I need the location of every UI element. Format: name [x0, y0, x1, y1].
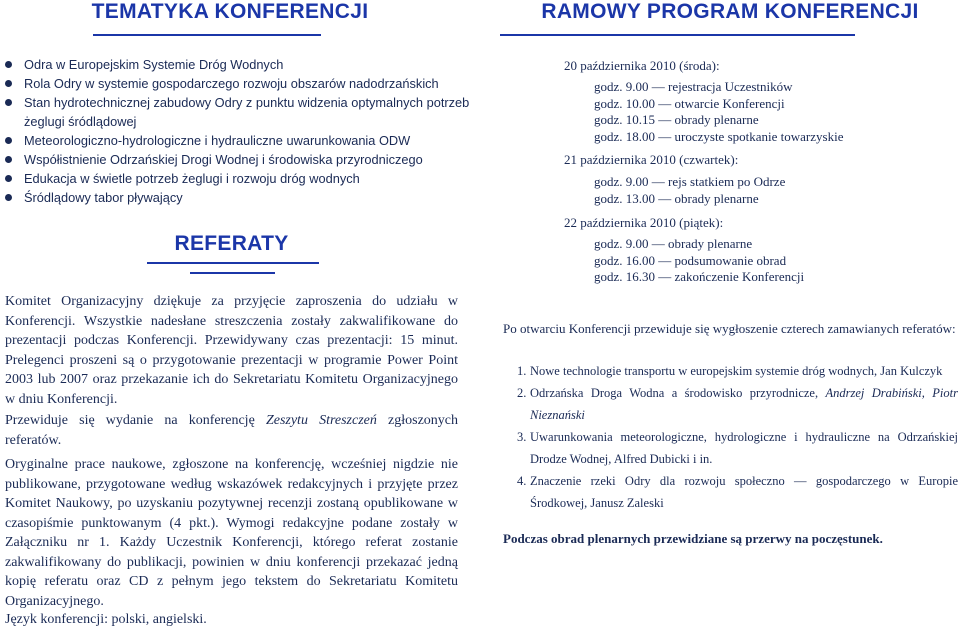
schedule-item: godz. 10.00 — otwarcie Konferencji	[594, 95, 785, 111]
schedule-item: godz. 9.00 — rejs statkiem po Odrze	[594, 174, 786, 189]
talk-item: 3. Uwarunkowania meteorologiczne, hydrologiczne i hydrauliczne na Odrzańskiej Drodze Wodnej, Alfred Dubicki i in.	[517, 430, 958, 466]
referaty-rule-short	[190, 272, 275, 274]
schedule-item: godz. 13.00 — obrady plenarne	[594, 190, 759, 206]
footer-note: Podczas obrad plenarnych przewidziane są przerwy na poczęstunek.	[503, 531, 883, 546]
program-title: RAMOWY PROGRAM KONFERENCJI	[541, 0, 919, 23]
topic-item: Edukacja w świetle potrzeb żeglugi i rozwoju dróg wodnych	[4, 169, 470, 188]
day-schedule	[564, 236, 954, 286]
topic-item: Współistnienie Odrzańskiej Drogi Wodnej i środowiska przyrodniczego	[4, 150, 470, 169]
left-column	[0, 0, 480, 627]
referaty-paragraph-3: Oryginalne prace naukowe, zgłoszone na konferencję, wcześniej nigdzie nie publikowane, przygotowane według wskazówek redakcyjnych i przyjęte przez Komitet Naukowy, po uzyskaniu pozytywnej recenzji zostaną opublikowane w czasopiśmie punktowanym (4 pkt.). Wymogi redakcyjne podane zostały w Załączniku nr 1. Każdy Uczestnik Konferencji, którego referat zostanie zakwalifikowany do publikacji, powinien w dniu konferencji przekazać jedną kopię referatu oraz CD z pełnym jego tekstem do Sekretariatu Komitetu Organizacyjnego.	[5, 457, 458, 609]
topics-list	[0, 55, 470, 207]
day-label: 22 października 2010 (piątek):	[564, 215, 724, 230]
referaty-paragraph-2: Przewiduje się wydanie na konferencję Zeszytu Streszczeń zgłoszonych referatów.	[5, 413, 459, 448]
referaty-title: REFERATY	[174, 232, 289, 255]
talk-item: 1. Nowe technologie transportu w europejskim systemie dróg wodnych, Jan Kulczyk	[517, 364, 943, 378]
bullet-icon	[5, 61, 12, 68]
tematyka-title: TEMATYKA KONFERENCJI	[91, 0, 369, 23]
talk-item: 2. Odrzańska Droga Wodna a środowisko przyrodnicze, Andrzej Drabiński, Piotr Nieznański	[517, 386, 958, 422]
talk-item: 4. Znaczenie rzeki Odry dla rozwoju społeczno — gospodarczego w Europie Środkowej, Janusz Zaleski	[517, 474, 958, 510]
right-column	[500, 0, 960, 546]
program-title-rule	[500, 34, 720, 36]
schedule-item: godz. 18.00 — uroczyste spotkanie towarzyskie	[594, 128, 844, 144]
topic-item: Rola Odry w systemie gospodarczego rozwoju obszarów nadodrzańskich	[4, 74, 470, 93]
language-note: Język konferencji: polski, angielski.	[5, 612, 207, 627]
bullet-icon	[5, 156, 12, 163]
schedule-item: godz. 10.15 — obrady plenarne	[594, 112, 759, 127]
bullet-icon	[5, 99, 12, 106]
day-label: 20 października 2010 (środa):	[564, 58, 720, 73]
schedule-item: godz. 9.00 — rejestracja Uczestników	[594, 79, 793, 94]
zeszyt-title: Zeszytu Streszczeń	[265, 413, 377, 428]
referaty-paragraph-1: Komitet Organizacyjny dziękuje za przyjęcie zaproszenia do udziału w Konferencji. Wszystkie nadesłane streszczenia zostały zakwalifikowane do prezentacji podczas Konferencji. Przewidywany czas prezentacji: 15 minut. Prelegenci proszeni są o przygotowanie prezentacji w programie Power Point 2003 lub 2007 oraz przekazanie ich do Sekretariatu Komitetu Organizacyjnego w dniu Konferencji.	[5, 294, 458, 407]
schedule-item: godz. 16.00 — podsumowanie obrad	[594, 252, 787, 268]
bullet-icon	[5, 175, 12, 182]
referaty-rule-long	[147, 262, 319, 264]
topic-item: Stan hydrotechnicznej zabudowy Odry z punktu widzenia optymalnych potrzeb żeglugi śródlądowej	[4, 93, 470, 131]
schedule-item: godz. 9.00 — obrady plenarne	[594, 236, 753, 251]
day-label: 21 października 2010 (czwartek):	[564, 152, 739, 167]
bullet-icon	[5, 137, 12, 144]
schedule	[564, 57, 954, 286]
day-schedule	[564, 79, 954, 145]
bullet-icon	[5, 80, 12, 87]
talks-list	[500, 360, 958, 514]
schedule-item: godz. 16.30 — zakończenie Konferencji	[594, 269, 805, 284]
program-title-rule-right	[700, 34, 855, 36]
plenary-note: Po otwarciu Konferencji przewiduje się wygłoszenie czterech zamawianych referatów:	[503, 321, 956, 336]
title-rule	[93, 34, 321, 36]
topic-item: Śródlądowy tabor pływający	[4, 188, 470, 207]
topic-item: Odra w Europejskim Systemie Dróg Wodnych	[4, 55, 470, 74]
topic-item: Meteorologiczno-hydrologiczne i hydrauliczne uwarunkowania ODW	[4, 131, 470, 150]
day-schedule	[564, 174, 954, 207]
bullet-icon	[5, 194, 12, 201]
